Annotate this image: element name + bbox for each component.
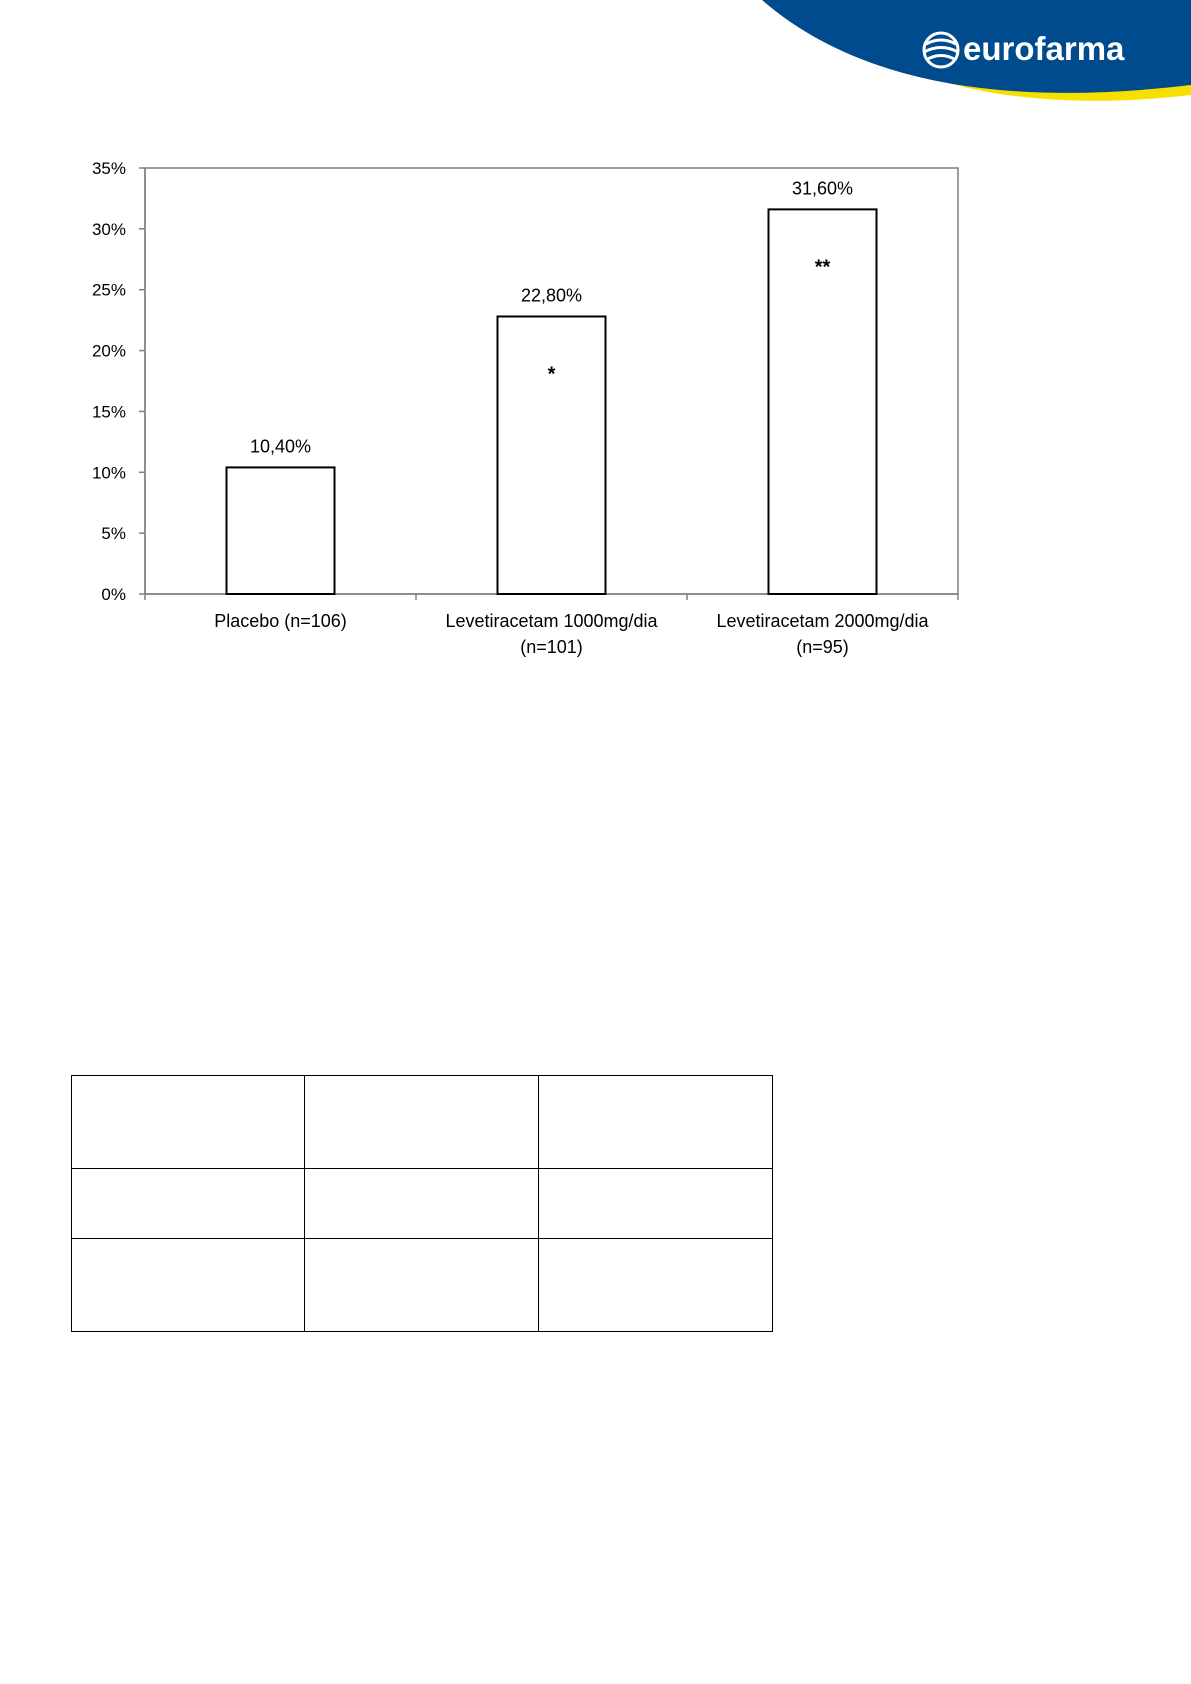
- table-row: [72, 1076, 773, 1169]
- x-tick-label: (n=101): [520, 637, 583, 657]
- table-cell: [72, 1076, 305, 1169]
- y-tick-label: 10%: [91, 463, 126, 483]
- y-tick-label: 0%: [101, 585, 126, 604]
- table-cell: [539, 1169, 773, 1239]
- y-tick-label: 5%: [101, 524, 126, 544]
- x-tick-label: Levetiracetam 1000mg/dia: [445, 611, 658, 631]
- table-cell: [72, 1239, 305, 1332]
- y-tick-label: 35%: [91, 159, 126, 178]
- y-tick-label: 15%: [91, 402, 126, 422]
- table-row: [72, 1239, 773, 1332]
- significance-marker: *: [547, 363, 556, 386]
- x-tick-label: Placebo (n=106): [214, 611, 347, 631]
- table-cell: [539, 1239, 773, 1332]
- company-logo: eurofarma: [963, 30, 1125, 67]
- table-cell: [539, 1076, 773, 1169]
- data-label: 22,80%: [520, 285, 583, 306]
- table-cell: [72, 1169, 305, 1239]
- bar: [227, 467, 335, 594]
- y-tick-label: 25%: [91, 280, 126, 300]
- bar-chart: [0, 140, 1191, 700]
- x-tick-label: (n=95): [796, 637, 849, 657]
- y-tick-label: 20%: [91, 341, 126, 361]
- table-cell: [305, 1076, 539, 1169]
- bar: [498, 316, 606, 594]
- table-row: [72, 1169, 773, 1239]
- brand-header: [0, 0, 1191, 160]
- x-tick-label: Levetiracetam 2000mg/dia: [716, 611, 929, 631]
- y-tick-label: 30%: [91, 219, 126, 239]
- table-cell: [305, 1239, 539, 1332]
- significance-marker: **: [814, 256, 831, 279]
- table-cell: [305, 1169, 539, 1239]
- results-table: [71, 1075, 773, 1332]
- data-label: 31,60%: [791, 178, 854, 199]
- data-label: 10,40%: [249, 436, 312, 457]
